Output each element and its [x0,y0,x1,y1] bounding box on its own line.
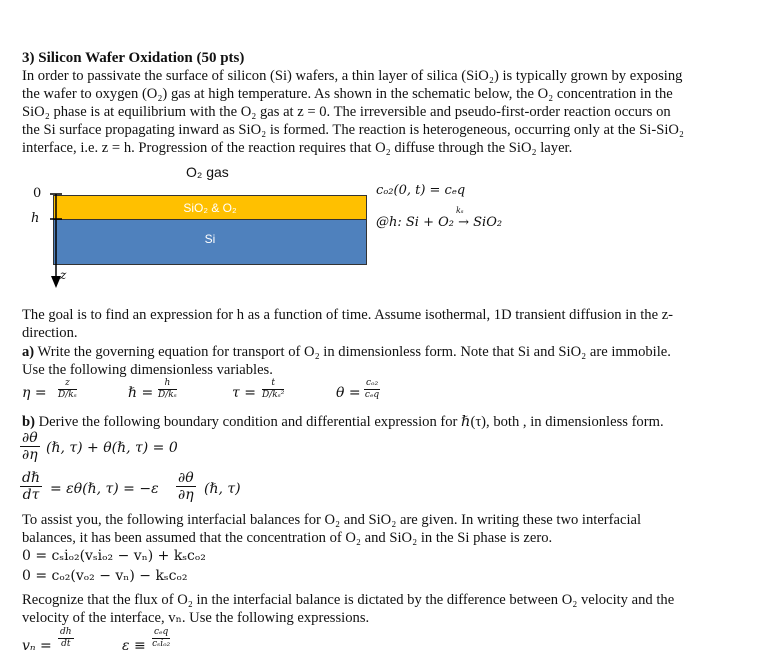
gas-label: O₂ gas [186,164,229,180]
eq-h-rest: (ℏ, τ) [204,481,241,497]
hbar-lhs: ℏ = [128,385,154,401]
rate-constant-label: kₛ [456,206,464,215]
part-a-line-1 [22,343,757,361]
bc-rest: (ℏ, τ) + θ(ℏ, τ) = 0 [46,440,178,456]
dtheta-deta [176,470,196,503]
part-b-label: b) [22,414,35,430]
goal-line-2: direction. [22,325,78,341]
recognize-line-2: velocity of the interface, vₙ. Use the following expressions. [22,610,370,626]
sio2-layer [53,195,367,220]
hbar-num: h [158,378,177,390]
part-a-line-2: Use the following dimensionless variables. [22,362,273,378]
bc-derivative [20,430,40,463]
goal-line-1: The goal is to find an expression for h as a function of time. Assume isothermal, 1D transient diffusion in the z- [22,307,674,323]
assist-line-1: To assist you, the following interfacial balances for O₂ and SiO₂ are given. In writing these two interfacial [22,512,642,528]
part-a-label: a) [22,344,35,360]
eps-den: cₛiₒ₂ [152,639,171,649]
si-layer [53,220,367,265]
eta-den: D/kₛ [58,390,77,400]
theta-lhs: θ = [336,385,361,401]
interfacial-balance-sio2: 0 = cₛiₒ₂(vₛiₒ₂ − vₙ) + kₛcₒ₂ [22,548,206,564]
deta-den: ∂η [178,487,194,503]
tau-fraction [262,378,284,401]
part-b-line [22,413,757,431]
eps-fraction [152,627,170,650]
interfacial-balance-o2: 0 = cₒ₂(vₒ₂ − vₙ) − kₛcₒ₂ [22,568,188,584]
eta-lhs: η = [22,385,47,401]
vn-fraction [58,627,74,650]
dh-den: dτ [22,487,40,503]
tau-num: t [262,378,284,390]
eq-h-mid: = εθ(ℏ, τ) = −ε [50,481,159,497]
reaction-label: @h: Si + O₂ → SiO₂ [376,215,503,230]
theta-num: cₒ₂ [366,378,379,388]
recognize-line-1: Recognize that the flux of O₂ in the interfacial balance is dictated by the difference between O₂ velocity and the [22,592,675,608]
axis-z-label: z [60,268,67,282]
eps-num: cₑq [154,627,169,637]
bc-den: ∂η [22,447,38,463]
eta-num: z [58,378,77,390]
intro-line-2: the wafer to oxygen (O₂) gas at high temperature. As shown in the schematic below, the O₂ concentration in the [22,86,673,102]
hbar-fraction [158,378,177,401]
problem-title: 3) Silicon Wafer Oxidation (50 pts) [22,50,245,66]
tau-lhs: τ = [232,385,256,401]
theta-fraction [364,378,380,401]
intro-line-3: SiO₂ phase is at equilibrium with the O₂ gas at z = 0. The irreversible and pseudo-first-order reaction occurs on [22,104,671,120]
dh-num: dℏ [22,470,40,486]
intro-line-5: interface, i.e. z = h. Progression of the reaction requires that O₂ diffuse through the SiO₂ layer. [22,140,573,156]
axis-zero-label: 0 [33,186,42,201]
eta-fraction [58,378,77,401]
boundary-condition-label: cₒ₂(0, t) = cₑq [376,183,466,198]
vn-lhs: vₙ = [22,638,52,654]
vn-den: dt [61,639,71,649]
si-layer-label: Si [204,232,216,246]
part-a-text: Write the governing equation for transport of O₂ in dimensionless form. Note that Si and SiO₂ are immobile. [34,344,671,360]
intro-line-4: the Si surface propagating inward as SiO₂ is formed. The reaction is heterogeneous, occurring only at the Si-SiO₂ [22,122,684,138]
sio2-layer-label: SiO₂ & O₂ [183,201,237,215]
theta-den: cₑq [364,390,380,400]
axis-h-label: h [31,211,40,226]
bc-num: ∂θ [22,430,38,446]
tau-den: D/kₛ² [262,390,285,400]
assist-line-2: balances, it has been assumed that the concentration of O₂ and SiO₂ in the Si phase is zero. [22,530,553,546]
eps-lhs: ε ≡ [122,638,146,654]
dh-dtau [20,470,42,503]
vn-num: dh [60,627,72,637]
dtheta-num: ∂θ [178,470,194,486]
intro-line-1: In order to passivate the surface of silicon (Si) wafers, a thin layer of silica (SiO₂) is typically grown by exposing [22,68,683,84]
part-b-text: Derive the following boundary condition and differential expression for ℏ(τ), both , in dimensionless form. [34,414,664,430]
hbar-den: D/kₛ [158,390,177,400]
